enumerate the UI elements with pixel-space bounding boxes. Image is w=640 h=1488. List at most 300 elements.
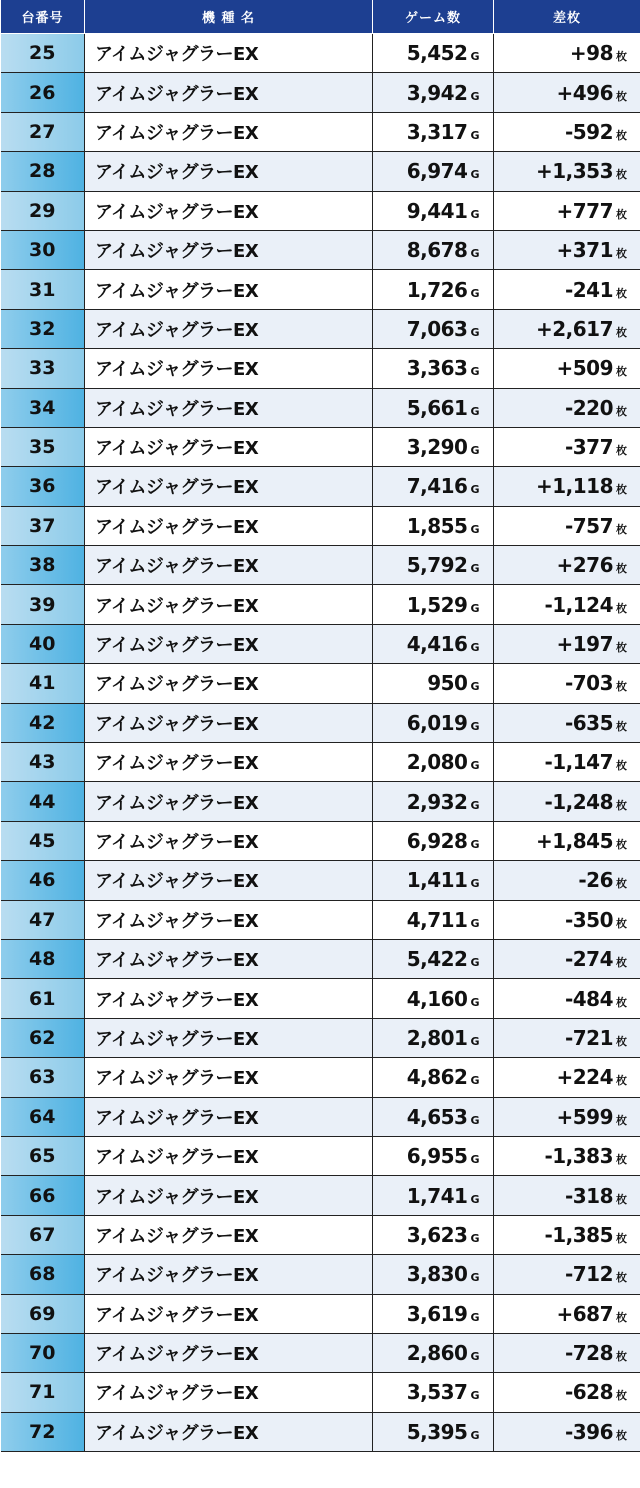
- machine-number-cell: [1, 743, 85, 782]
- game-unit: G: [470, 1389, 479, 1403]
- medal-difference-cell: [494, 782, 640, 821]
- medal-unit: 枚: [616, 877, 627, 891]
- game-count: 6,955: [406, 1144, 468, 1169]
- machine-number: 37: [29, 514, 56, 537]
- machine-number-cell: [1, 939, 85, 978]
- medal-unit: 枚: [616, 680, 627, 694]
- game-count-cell: [373, 703, 494, 742]
- table-row: [1, 112, 640, 151]
- machine-name-cell: [85, 1255, 373, 1294]
- game-count: 1,411: [406, 868, 468, 893]
- game-count-cell: [373, 585, 494, 624]
- game-count: 3,537: [406, 1380, 468, 1405]
- medal-unit: 枚: [616, 1153, 627, 1167]
- game-unit: G: [470, 1113, 479, 1127]
- machine-name: アイムジャグラーEX: [95, 910, 259, 932]
- machine-name: アイムジャグラーEX: [95, 989, 259, 1011]
- machine-name: アイムジャグラーEX: [95, 438, 259, 460]
- machine-number: 27: [29, 120, 56, 143]
- medal-unit: 枚: [616, 1310, 627, 1324]
- table-row: [1, 1373, 640, 1412]
- machine-number-cell: [1, 309, 85, 348]
- machine-name: アイムジャグラーEX: [95, 950, 259, 972]
- game-count-cell: [373, 34, 494, 73]
- medal-unit: 枚: [616, 89, 627, 103]
- machine-name-cell: [85, 1136, 373, 1175]
- machine-number-cell: [1, 979, 85, 1018]
- medal-difference: -592: [564, 119, 613, 144]
- machine-number: 35: [29, 436, 56, 459]
- table-row: [1, 939, 640, 978]
- game-count: 950: [427, 671, 468, 696]
- machine-number-cell: [1, 1018, 85, 1057]
- medal-difference-cell: [494, 1294, 640, 1333]
- game-count-cell: [373, 979, 494, 1018]
- medal-unit: 枚: [616, 838, 627, 851]
- machine-name: アイムジャグラーEX: [95, 516, 259, 538]
- medal-difference-cell: [494, 1097, 640, 1136]
- game-count: 3,317: [406, 119, 468, 144]
- game-count: 1,855: [406, 513, 468, 538]
- machine-name: アイムジャグラーEX: [95, 792, 259, 814]
- medal-difference-cell: [494, 664, 640, 703]
- medal-difference-cell: [494, 191, 640, 230]
- machine-number: 28: [29, 160, 56, 183]
- game-count-cell: [373, 939, 494, 978]
- machine-number-cell: [1, 191, 85, 230]
- game-count: 4,653: [406, 1104, 468, 1129]
- medal-unit: 枚: [616, 562, 627, 576]
- game-unit: G: [470, 286, 479, 300]
- game-count: 3,830: [406, 1262, 468, 1287]
- table-row: [1, 1255, 640, 1294]
- table-row: [1, 1018, 640, 1057]
- machine-name: アイムジャグラーEX: [95, 1068, 259, 1090]
- medal-difference: +371: [556, 238, 613, 263]
- game-unit: G: [470, 562, 479, 576]
- table-row: [1, 782, 640, 821]
- medal-unit: 枚: [616, 956, 627, 970]
- medal-difference: -712: [564, 1262, 613, 1287]
- medal-difference-cell: [494, 1176, 640, 1215]
- table-row: [1, 467, 640, 506]
- game-unit: G: [470, 1153, 479, 1167]
- table-row: [1, 270, 640, 309]
- machine-name: アイムジャグラーEX: [95, 595, 259, 617]
- game-unit: G: [470, 641, 479, 655]
- game-count: 8,678: [406, 238, 468, 263]
- machine-number: 65: [29, 1145, 56, 1168]
- machine-number-cell: [1, 1412, 85, 1451]
- machine-name-cell: [85, 1373, 373, 1412]
- table-row: [1, 1294, 640, 1333]
- machine-number-cell: [1, 1294, 85, 1333]
- medal-difference: -396: [564, 1419, 613, 1444]
- medal-unit: 枚: [616, 1231, 627, 1245]
- game-count: 1,726: [406, 277, 468, 302]
- machine-number: 44: [29, 790, 56, 813]
- game-unit: G: [470, 247, 479, 261]
- game-unit: G: [470, 798, 479, 812]
- machine-name-cell: [85, 546, 373, 585]
- game-count-cell: [373, 309, 494, 348]
- machine-name: アイムジャグラーEX: [95, 871, 259, 893]
- machine-name: アイムジャグラーEX: [95, 477, 259, 499]
- medal-difference-cell: [494, 1255, 640, 1294]
- medal-difference: -721: [564, 1025, 613, 1050]
- game-unit: G: [470, 1350, 479, 1364]
- machine-number-cell: [1, 1097, 85, 1136]
- game-count: 6,974: [406, 159, 468, 184]
- medal-unit: 枚: [616, 207, 627, 221]
- game-count: 3,623: [406, 1222, 468, 1247]
- table-row: [1, 309, 640, 348]
- game-count: 3,619: [406, 1301, 468, 1326]
- game-count-cell: [373, 388, 494, 427]
- medal-unit: 枚: [616, 483, 627, 497]
- medal-difference: +496: [556, 80, 613, 105]
- machine-number: 48: [29, 948, 56, 971]
- medal-difference-cell: [494, 349, 640, 388]
- medal-difference: -274: [564, 947, 613, 972]
- table-row: [1, 230, 640, 269]
- machine-number-cell: [1, 388, 85, 427]
- game-unit: G: [470, 89, 479, 103]
- machine-number: 68: [29, 1263, 56, 1286]
- header-medal-difference: 差枚: [494, 0, 640, 34]
- game-count: 3,942: [406, 80, 468, 105]
- medal-difference: -241: [564, 277, 613, 302]
- machine-name-cell: [85, 1176, 373, 1215]
- machine-number-cell: [1, 900, 85, 939]
- medal-unit: 枚: [616, 995, 627, 1009]
- table-row: [1, 1333, 640, 1372]
- machine-name: アイムジャグラーEX: [95, 713, 259, 735]
- medal-unit: 枚: [616, 365, 627, 379]
- table-row: [1, 703, 640, 742]
- medal-difference-cell: [494, 1018, 640, 1057]
- table-row: [1, 34, 640, 73]
- game-count-cell: [373, 1255, 494, 1294]
- medal-difference-cell: [494, 1215, 640, 1254]
- machine-number: 39: [29, 593, 56, 616]
- game-unit: G: [470, 325, 479, 339]
- medal-difference: -484: [564, 986, 613, 1011]
- machine-name-cell: [85, 34, 373, 73]
- game-unit: G: [470, 1310, 479, 1324]
- medal-difference: +1,118: [535, 474, 613, 499]
- machine-number: 66: [29, 1184, 56, 1207]
- machine-name-cell: [85, 939, 373, 978]
- table-row: [1, 1215, 640, 1254]
- game-count: 3,290: [406, 435, 468, 460]
- medal-difference: -220: [564, 395, 613, 420]
- table-row: [1, 1097, 640, 1136]
- medal-difference: +224: [556, 1065, 613, 1090]
- game-count-cell: [373, 743, 494, 782]
- game-count-cell: [373, 1176, 494, 1215]
- machine-name: アイムジャグラーEX: [95, 1107, 259, 1129]
- medal-difference: +2,617: [535, 316, 613, 341]
- medal-unit: 枚: [616, 798, 627, 812]
- machine-name-cell: [85, 743, 373, 782]
- machine-number: 63: [29, 1066, 56, 1089]
- game-unit: G: [470, 522, 479, 536]
- machine-number: 40: [29, 633, 56, 656]
- medal-difference: -728: [564, 1341, 613, 1366]
- machine-name-cell: [85, 1412, 373, 1451]
- medal-difference: +276: [556, 553, 613, 578]
- machine-name: アイムジャグラーEX: [95, 44, 259, 66]
- machine-number: 70: [29, 1342, 56, 1365]
- header-machine-number: 台番号: [1, 0, 85, 34]
- machine-name: アイムジャグラーEX: [95, 359, 259, 381]
- game-count-cell: [373, 546, 494, 585]
- medal-difference-cell: [494, 309, 640, 348]
- machine-number: 42: [29, 711, 56, 734]
- medal-difference-cell: [494, 979, 640, 1018]
- machine-number-cell: [1, 821, 85, 860]
- medal-difference-cell: [494, 1058, 640, 1097]
- medal-unit: 枚: [616, 719, 627, 733]
- medal-difference: +1,353: [535, 159, 613, 184]
- machine-number-cell: [1, 230, 85, 269]
- game-unit: G: [470, 956, 479, 970]
- machine-name: アイムジャグラーEX: [95, 674, 259, 696]
- machine-name-cell: [85, 1333, 373, 1372]
- game-count-cell: [373, 1412, 494, 1451]
- game-count-cell: [373, 782, 494, 821]
- game-count-cell: [373, 1058, 494, 1097]
- machine-number-cell: [1, 782, 85, 821]
- game-unit: G: [470, 50, 479, 64]
- medal-unit: 枚: [616, 325, 627, 339]
- game-count: 4,416: [406, 632, 468, 657]
- game-count: 4,862: [406, 1065, 468, 1090]
- medal-unit: 枚: [616, 1350, 627, 1364]
- game-unit: G: [470, 877, 479, 891]
- table-row: [1, 191, 640, 230]
- medal-difference-cell: [494, 388, 640, 427]
- medal-difference-cell: [494, 624, 640, 663]
- table-row: [1, 585, 640, 624]
- machine-name-cell: [85, 73, 373, 112]
- game-count-cell: [373, 349, 494, 388]
- game-unit: G: [470, 995, 479, 1009]
- machine-number: 31: [29, 278, 56, 301]
- medal-difference-cell: [494, 1333, 640, 1372]
- machine-name-cell: [85, 624, 373, 663]
- machine-name-cell: [85, 1215, 373, 1254]
- medal-difference: +777: [556, 198, 613, 223]
- medal-difference: +599: [556, 1104, 613, 1129]
- machine-number: 46: [29, 869, 56, 892]
- medal-unit: 枚: [616, 601, 627, 615]
- game-count: 1,529: [406, 592, 468, 617]
- machine-name-cell: [85, 979, 373, 1018]
- medal-difference: -377: [564, 435, 613, 460]
- machine-name: アイムジャグラーEX: [95, 1028, 259, 1050]
- game-count-cell: [373, 821, 494, 860]
- medal-difference: -628: [564, 1380, 613, 1405]
- machine-number-cell: [1, 112, 85, 151]
- game-count-cell: [373, 1136, 494, 1175]
- game-count-cell: [373, 467, 494, 506]
- table-row: [1, 349, 640, 388]
- medal-difference-cell: [494, 821, 640, 860]
- machine-number-cell: [1, 467, 85, 506]
- table-row: [1, 861, 640, 900]
- machine-number-cell: [1, 624, 85, 663]
- machine-name: アイムジャグラーEX: [95, 162, 259, 184]
- machine-name-cell: [85, 427, 373, 466]
- medal-difference: +197: [556, 632, 613, 657]
- game-count: 5,661: [406, 395, 468, 420]
- medal-unit: 枚: [616, 128, 627, 142]
- table-row: [1, 624, 640, 663]
- machine-number: 67: [29, 1223, 56, 1246]
- game-count: 5,422: [406, 947, 468, 972]
- game-unit: G: [470, 838, 479, 851]
- game-count-cell: [373, 230, 494, 269]
- game-count-cell: [373, 73, 494, 112]
- medal-difference-cell: [494, 546, 640, 585]
- table-row: [1, 73, 640, 112]
- medal-difference: +1,845: [535, 829, 613, 853]
- header-game-count: ゲーム数: [373, 0, 494, 34]
- machine-name: アイムジャグラーEX: [95, 1186, 259, 1208]
- game-unit: G: [470, 128, 479, 142]
- medal-difference: +98: [569, 41, 613, 66]
- medal-unit: 枚: [616, 1074, 627, 1088]
- table-body: [1, 34, 640, 1452]
- game-count: 5,395: [406, 1419, 468, 1444]
- game-count-cell: [373, 152, 494, 191]
- medal-difference-cell: [494, 939, 640, 978]
- table-row: [1, 821, 640, 860]
- game-count-cell: [373, 191, 494, 230]
- machine-name: アイムジャグラーEX: [95, 201, 259, 223]
- machine-name: アイムジャグラーEX: [95, 241, 259, 263]
- game-count-cell: [373, 1018, 494, 1057]
- machine-number: 38: [29, 554, 56, 577]
- table-row: [1, 1412, 640, 1451]
- medal-difference: -26: [578, 868, 613, 893]
- machine-number-cell: [1, 1058, 85, 1097]
- medal-difference-cell: [494, 506, 640, 545]
- machine-name-cell: [85, 1097, 373, 1136]
- machine-name: アイムジャグラーEX: [95, 1265, 259, 1287]
- game-count: 2,801: [406, 1025, 468, 1050]
- machine-number: 30: [29, 239, 56, 262]
- machine-name: アイムジャグラーEX: [95, 556, 259, 578]
- medal-unit: 枚: [616, 916, 627, 930]
- medal-unit: 枚: [616, 1113, 627, 1127]
- machine-number-cell: [1, 506, 85, 545]
- game-count-cell: [373, 900, 494, 939]
- machine-name-cell: [85, 112, 373, 151]
- medal-difference-cell: [494, 112, 640, 151]
- machine-name-cell: [85, 782, 373, 821]
- medal-unit: 枚: [616, 522, 627, 536]
- machine-number-cell: [1, 664, 85, 703]
- machine-name-cell: [85, 1294, 373, 1333]
- medal-difference-cell: [494, 1373, 640, 1412]
- machine-name: アイムジャグラーEX: [95, 1147, 259, 1169]
- game-unit: G: [470, 1192, 479, 1206]
- machine-number-cell: [1, 349, 85, 388]
- game-count: 5,452: [406, 41, 468, 66]
- machine-name: アイムジャグラーEX: [95, 1304, 259, 1326]
- machine-name: アイムジャグラーEX: [95, 1225, 259, 1247]
- game-unit: G: [470, 1034, 479, 1048]
- game-count: 4,711: [406, 907, 468, 932]
- medal-difference-cell: [494, 73, 640, 112]
- game-unit: G: [470, 483, 479, 497]
- machine-number: 33: [29, 357, 56, 380]
- machine-number-cell: [1, 73, 85, 112]
- game-unit: G: [470, 168, 479, 182]
- game-count: 6,019: [406, 710, 468, 735]
- medal-difference-cell: [494, 467, 640, 506]
- table-row: [1, 1058, 640, 1097]
- machine-name-cell: [85, 467, 373, 506]
- game-unit: G: [470, 601, 479, 615]
- game-count-cell: [373, 1373, 494, 1412]
- game-count: 4,160: [406, 986, 468, 1011]
- medal-unit: 枚: [616, 641, 627, 655]
- medal-unit: 枚: [616, 1271, 627, 1285]
- machine-number-cell: [1, 1215, 85, 1254]
- machine-number-cell: [1, 152, 85, 191]
- game-count: 5,792: [406, 553, 468, 578]
- game-unit: G: [470, 1428, 479, 1442]
- medal-unit: 枚: [616, 247, 627, 261]
- medal-difference: -1,147: [544, 750, 613, 775]
- game-count-cell: [373, 1215, 494, 1254]
- machine-name-cell: [85, 861, 373, 900]
- machine-name: アイムジャグラーEX: [95, 635, 259, 657]
- machine-name-cell: [85, 152, 373, 191]
- medal-difference-cell: [494, 900, 640, 939]
- medal-difference: -1,385: [544, 1222, 613, 1247]
- medal-difference: -703: [564, 671, 613, 696]
- medal-difference: +509: [556, 356, 613, 381]
- medal-unit: 枚: [616, 1428, 627, 1442]
- game-count: 6,928: [406, 829, 468, 853]
- header-machine-name: 機 種 名: [85, 0, 373, 34]
- machine-number: 71: [29, 1381, 56, 1404]
- game-unit: G: [470, 1271, 479, 1285]
- game-count: 2,080: [406, 750, 468, 775]
- header-row: [1, 0, 640, 34]
- machine-name-cell: [85, 349, 373, 388]
- medal-difference-cell: [494, 1136, 640, 1175]
- machine-name: アイムジャグラーEX: [95, 398, 259, 420]
- game-unit: G: [470, 1231, 479, 1245]
- machine-name-cell: [85, 270, 373, 309]
- table-row: [1, 743, 640, 782]
- medal-difference: -1,248: [544, 789, 613, 814]
- machine-name-cell: [85, 388, 373, 427]
- machine-number: 34: [29, 396, 56, 419]
- medal-unit: 枚: [616, 1034, 627, 1048]
- table-row: [1, 900, 640, 939]
- machine-name: アイムジャグラーEX: [95, 122, 259, 144]
- machine-number-cell: [1, 585, 85, 624]
- game-count-cell: [373, 112, 494, 151]
- medal-difference-cell: [494, 743, 640, 782]
